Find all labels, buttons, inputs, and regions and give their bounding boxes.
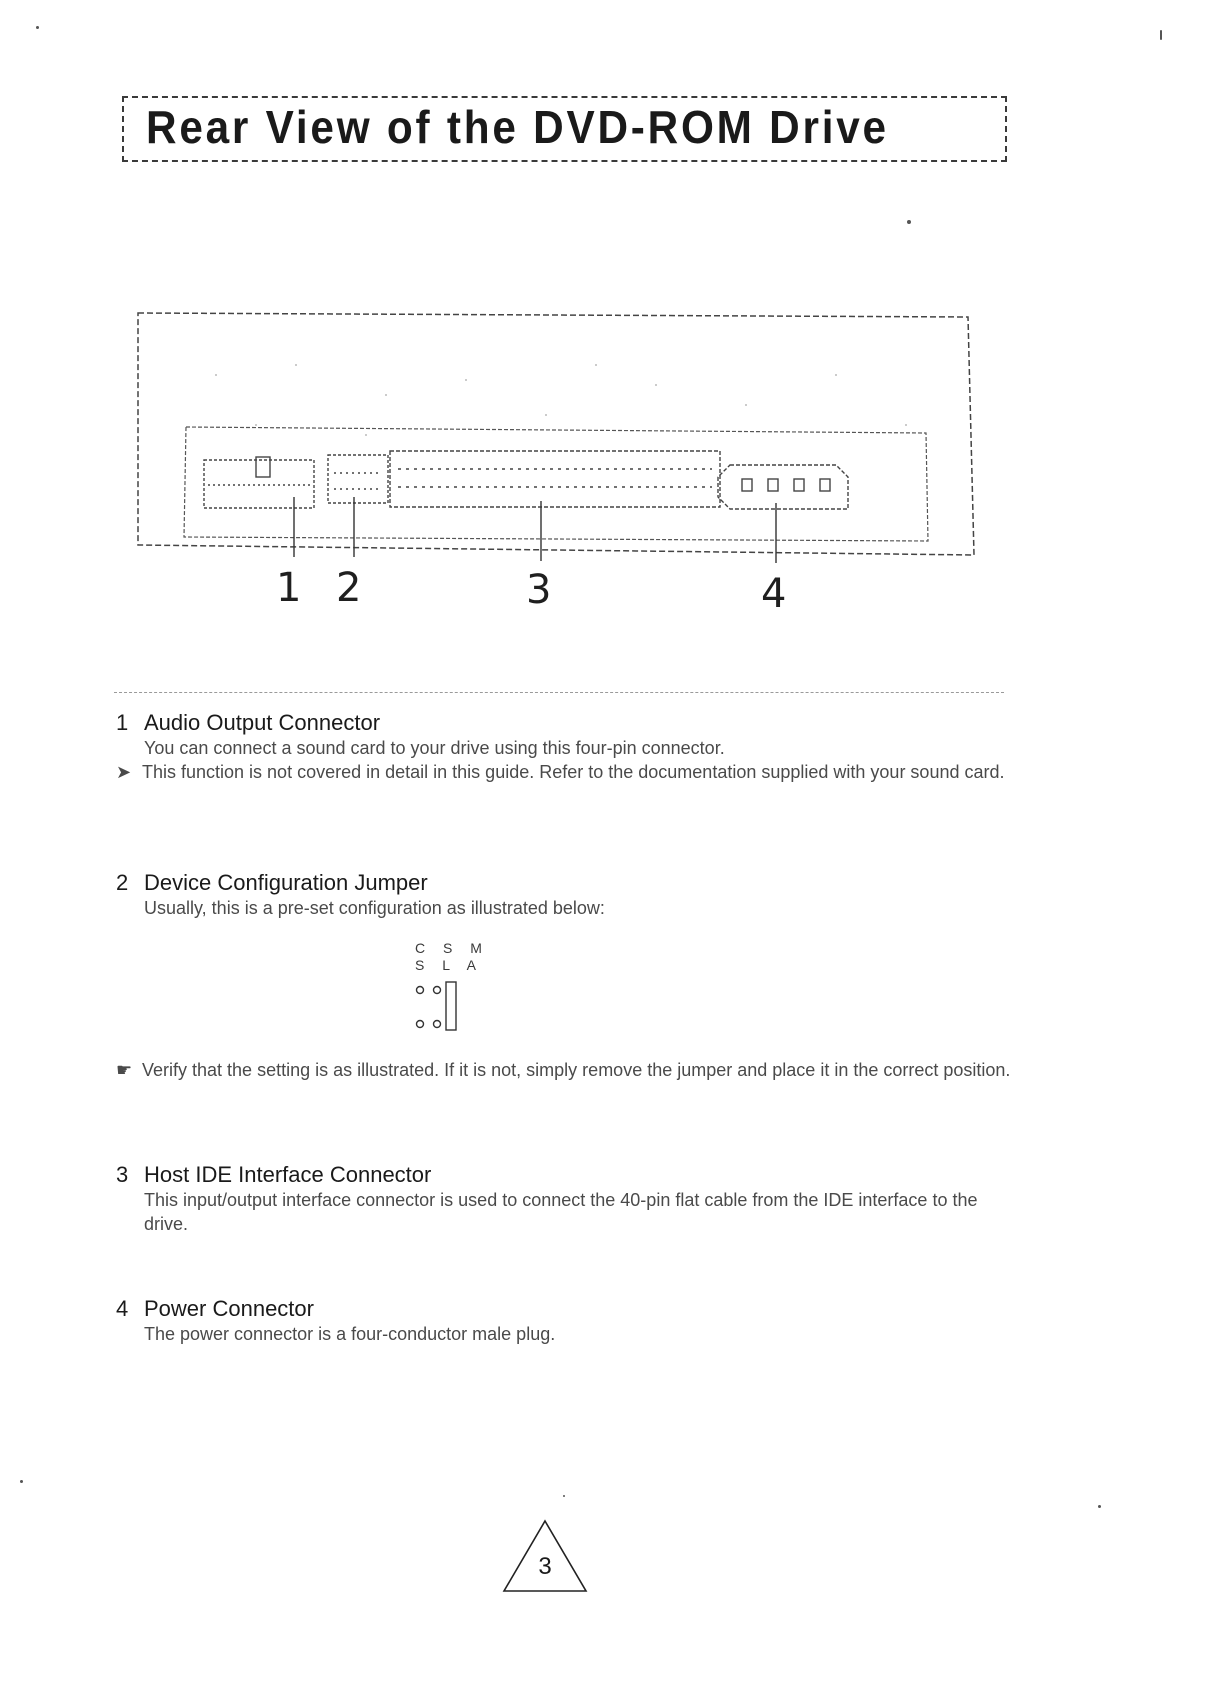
section-divider xyxy=(114,692,1004,693)
callout-2: 2 xyxy=(336,565,362,611)
section-number: 2 xyxy=(116,870,129,895)
rear-view-diagram xyxy=(136,305,976,665)
section-title: Host IDE Interface Connector xyxy=(144,1162,432,1187)
scan-speck xyxy=(20,1480,23,1483)
section-note xyxy=(116,1058,1016,1082)
scan-speck xyxy=(1160,30,1162,40)
section-title: Audio Output Connector xyxy=(144,710,381,735)
section-host-ide xyxy=(116,1162,1016,1236)
section-device-config xyxy=(116,870,1016,920)
note-text: Verify that the setting is as illustrated. If it is not, simply remove the jumper and place it in the correct position. xyxy=(142,1060,1011,1080)
audio-connector-shape xyxy=(204,457,314,508)
section-number: 4 xyxy=(116,1296,129,1321)
section-body: You can connect a sound card to your drive using this four-pin connector. xyxy=(144,738,725,758)
scan-speck xyxy=(1098,1505,1101,1508)
jumper-pins-graphic xyxy=(415,978,485,1048)
section-title: Device Configuration Jumper xyxy=(144,870,428,895)
page-number: 3 xyxy=(538,1553,552,1580)
scan-speck xyxy=(907,220,911,224)
section-number: 3 xyxy=(116,1162,129,1187)
section-note xyxy=(116,760,1016,784)
section-audio-output xyxy=(116,710,1016,784)
section-power xyxy=(116,1296,1016,1346)
scan-speck xyxy=(563,1495,565,1497)
jumper-block-shape xyxy=(328,455,388,503)
section-device-config-note xyxy=(116,1058,1016,1082)
page-number-badge xyxy=(500,1515,590,1595)
callout-1: 1 xyxy=(276,565,302,611)
note-text: This function is not covered in detail in this guide. Refer to the documentation supplied with your sound card. xyxy=(142,762,1005,782)
section-number: 1 xyxy=(116,710,129,735)
section-heading xyxy=(116,1162,1016,1188)
pointing-hand-icon: ☛ xyxy=(116,1060,133,1080)
power-connector-shape xyxy=(718,465,848,509)
section-heading xyxy=(116,710,1016,736)
title-box xyxy=(122,96,1007,162)
callout-3: 3 xyxy=(526,567,552,613)
jumper-illustration xyxy=(415,940,495,1050)
arrow-icon: ➤ xyxy=(116,762,132,782)
page-title: Rear View of the DVD-ROM Drive xyxy=(146,101,889,153)
connector-panel xyxy=(184,427,928,541)
ide-connector-shape xyxy=(390,451,720,507)
callout-4: 4 xyxy=(761,571,787,617)
texture-dots xyxy=(215,364,907,436)
drive-outline xyxy=(138,313,974,555)
section-heading xyxy=(116,1296,1016,1322)
section-title: Power Connector xyxy=(144,1296,314,1321)
section-body: The power connector is a four-conductor male plug. xyxy=(144,1324,556,1344)
drive-rear-illustration xyxy=(136,305,976,565)
section-body: This input/output interface connector is used to connect the 40-pin flat cable from the IDE interface to the drive. xyxy=(144,1190,978,1234)
section-body: Usually, this is a pre-set configuration as illustrated below: xyxy=(144,898,605,918)
section-heading xyxy=(116,870,1016,896)
scan-speck xyxy=(36,26,39,29)
jumper-label-row-1: C S M xyxy=(415,940,489,956)
jumper-label-row-2: S L A xyxy=(415,957,483,973)
